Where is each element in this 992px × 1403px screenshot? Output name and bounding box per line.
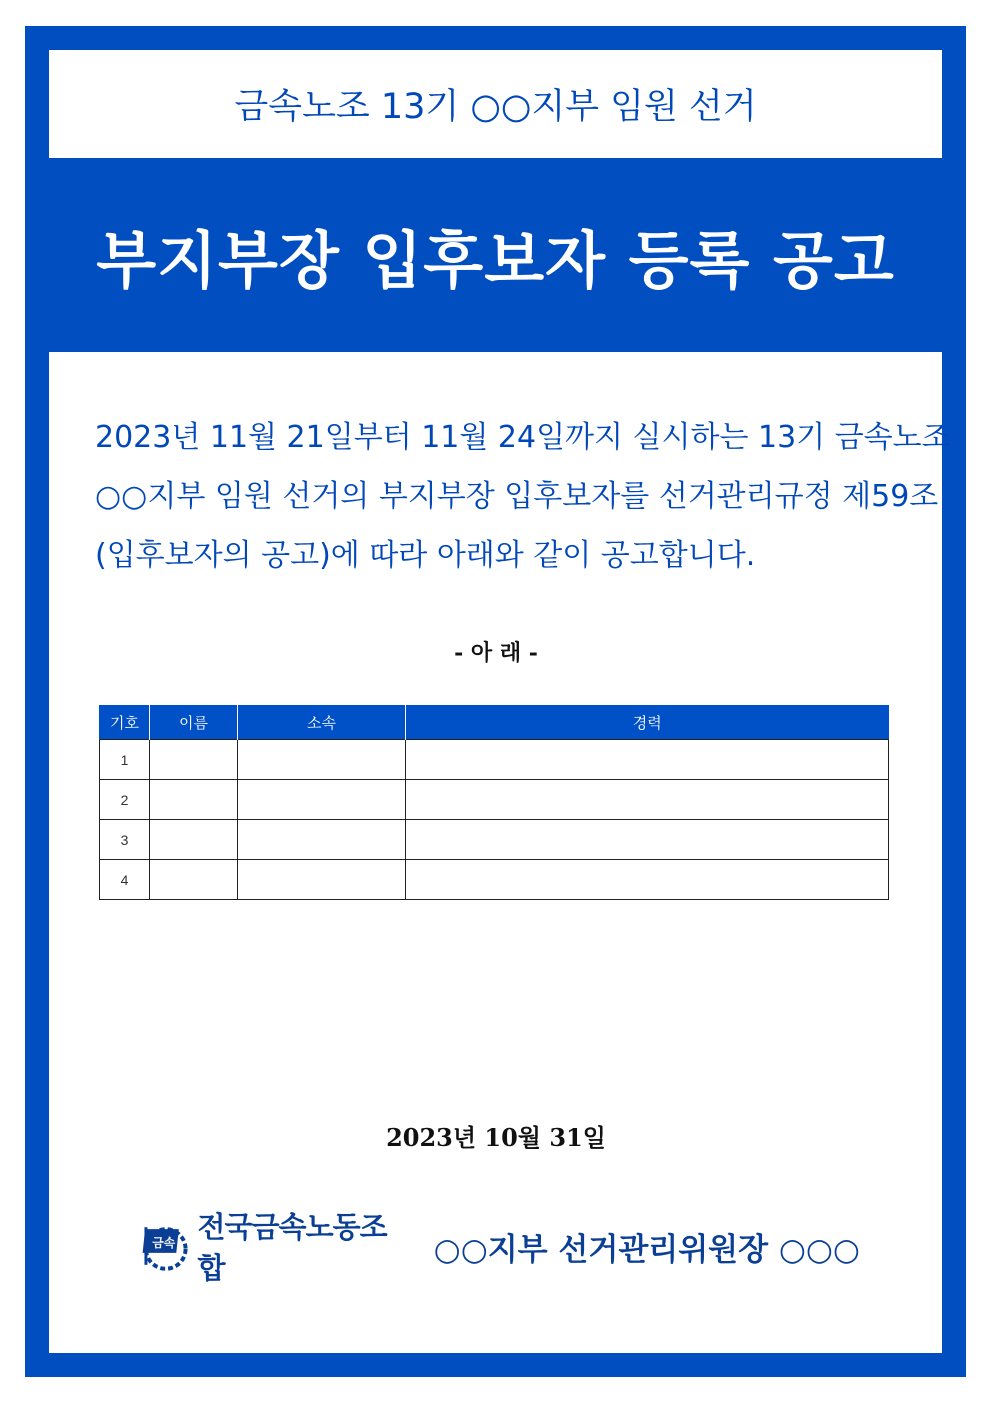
- cell-name: [150, 740, 238, 780]
- column-header-number: 기호: [100, 705, 150, 740]
- candidate-table: [99, 705, 889, 900]
- cell-affiliation: [238, 820, 406, 860]
- notice-title: 부지부장 입후보자 등록 공고: [96, 223, 895, 297]
- cell-name: [150, 820, 238, 860]
- cell-name: [150, 780, 238, 820]
- cell-number: 3: [100, 820, 150, 860]
- table-row: [100, 780, 889, 820]
- signatory: ○○지부 선거관리위원장 ○○○: [433, 1231, 860, 1268]
- intro-line: 2023년 11월 21일부터 11월 24일까지 실시하는 13기 금속노조: [95, 420, 951, 455]
- notice-date: 2023년 10월 31일: [386, 1123, 606, 1152]
- svg-text:금속: 금속: [152, 1235, 176, 1250]
- intro-line: ○○지부 임원 선거의 부지부장 입후보자를 선거관리규정 제59조: [95, 479, 939, 514]
- cell-career: [406, 820, 889, 860]
- cell-career: [406, 780, 889, 820]
- cell-name: [150, 860, 238, 900]
- cell-number: 1: [100, 740, 150, 780]
- cell-affiliation: [238, 860, 406, 900]
- table-header-row: [100, 705, 889, 740]
- intro-line: (입후보자의 공고)에 따라 아래와 같이 공고합니다.: [95, 538, 756, 573]
- cell-number: 4: [100, 860, 150, 900]
- cell-affiliation: [238, 740, 406, 780]
- union-name: 전국금속노동조합: [197, 1210, 387, 1285]
- column-header-name: 이름: [150, 705, 238, 740]
- cell-career: [406, 860, 889, 900]
- section-label: - 아 래 -: [454, 640, 538, 666]
- column-header-affiliation: 소속: [238, 705, 406, 740]
- column-header-career: 경력: [406, 705, 889, 740]
- cell-affiliation: [238, 780, 406, 820]
- cell-number: 2: [100, 780, 150, 820]
- cell-career: [406, 740, 889, 780]
- signature-footer: [140, 1210, 860, 1285]
- table-row: [100, 820, 889, 860]
- subtitle-box: [49, 50, 942, 158]
- table-row: [100, 860, 889, 900]
- intro-paragraph: [95, 408, 951, 585]
- table-row: [100, 740, 889, 780]
- election-subtitle: 금속노조 13기 ○○지부 임원 선거: [234, 87, 757, 127]
- union-logo-icon: [140, 1221, 192, 1271]
